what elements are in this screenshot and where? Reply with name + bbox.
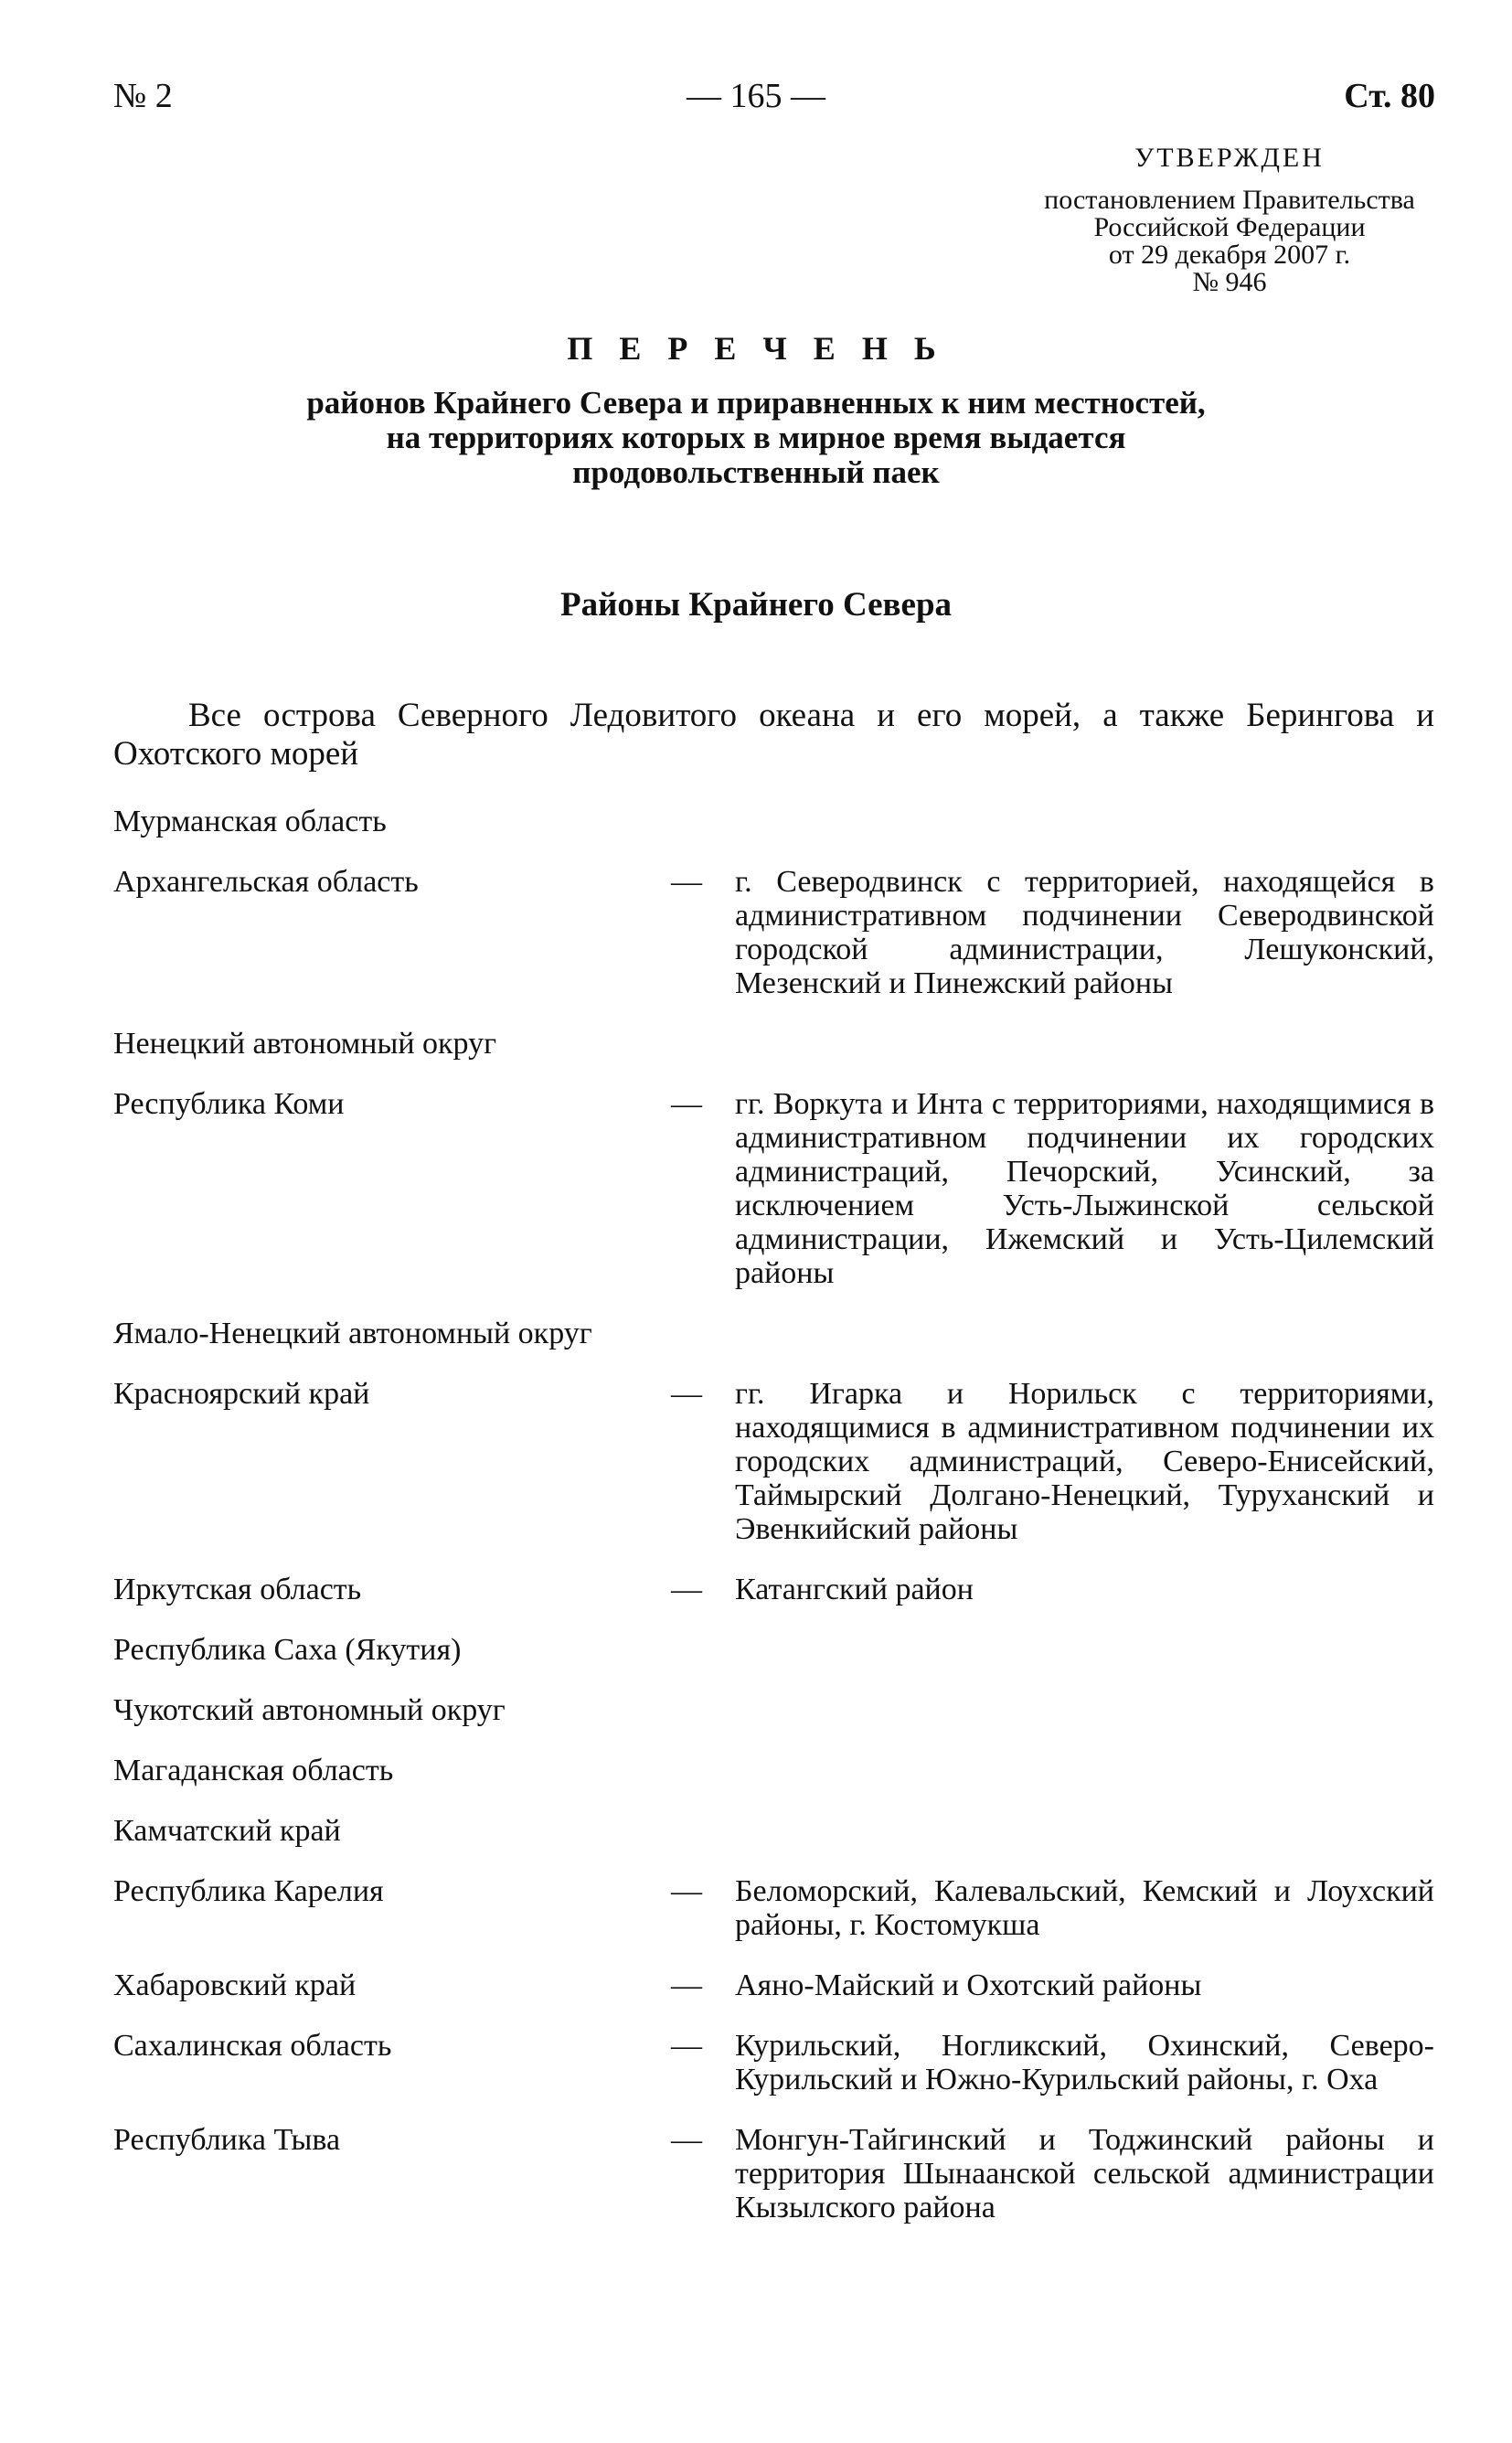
region-detail: г. Северодвинск с территорией, находящейся в административном подчинении Северодвинской городской администрации, Лешуконский, Мезенский и Пинежский районы — [735, 865, 1434, 1000]
region-name: Красноярский край — [113, 1377, 370, 1411]
region-name: Магаданская область — [113, 1754, 394, 1787]
entry-dash — [671, 1317, 735, 1350]
list-item — [113, 1087, 1434, 1290]
entry-dash — [671, 1027, 735, 1061]
region-detail: гг. Игарка и Норильск с территориями, находящимися в административном подчинении их городских администраций, Северо-Енисейский, Таймырский Долгано-Ненецкий, Туруханский и Эвенкийский районы — [735, 1377, 1434, 1546]
region-detail: Аяно-Майский и Охотский районы — [735, 1968, 1202, 2002]
approval-line: Российской Федерации — [1093, 212, 1366, 242]
list-item — [113, 1874, 1434, 1942]
subtitle-line: на территориях которых в мирное время выдается — [386, 420, 1126, 455]
region-name: Сахалинская область — [113, 2029, 392, 2063]
intro-paragraph: Все острова Северного Ледовитого океана и его морей, а также Берингова и Охотского морей — [113, 697, 1434, 773]
list-item — [113, 1814, 1434, 1848]
approval-stamp: УТВЕРЖДЕН — [1134, 143, 1325, 173]
list-item — [113, 1693, 1434, 1727]
entry-dash: — — [671, 1874, 702, 1908]
region-detail — [735, 1693, 1434, 1727]
entry-dash: — — [671, 1087, 702, 1121]
region-detail — [735, 1633, 1434, 1667]
approval-line: № 946 — [1192, 267, 1267, 297]
region-name: Республика Саха (Якутия) — [113, 1633, 462, 1667]
region-detail — [735, 1317, 1434, 1350]
list-item — [113, 1633, 1434, 1667]
region-detail — [735, 1754, 1434, 1787]
list-item — [113, 2029, 1434, 2096]
region-name: Республика Тыва — [113, 2123, 341, 2157]
region-name: Хабаровский край — [113, 1968, 357, 2002]
list-item — [113, 865, 1434, 1000]
document-subtitle — [0, 386, 1512, 490]
list-item — [113, 1317, 1434, 1350]
list-item — [113, 1377, 1434, 1546]
region-detail: Монгун-Тайгинский и Тоджинский районы и территория Шынаанской сельской администрации Кызылского района — [735, 2123, 1434, 2224]
region-detail: Курильский, Ногликский, Охинский, Северо-Курильский и Южно-Курильский районы, г. Оха — [735, 2029, 1434, 2096]
entry-dash: — — [671, 2123, 702, 2157]
region-detail: гг. Воркута и Инта с территориями, находящимися в административном подчинении их городских администраций, Печорский, Усинский, за исключением Усть-Лыжинской сельской администрации, Ижемский и Усть-Цилемский районы — [735, 1087, 1434, 1290]
document-title: П Е Р Е Ч Е Н Ь — [567, 330, 945, 367]
entry-dash: — — [671, 1573, 702, 1606]
list-item — [113, 1573, 1434, 1606]
entry-dash — [671, 1693, 735, 1727]
region-name: Мурманская область — [113, 805, 387, 838]
page-number: — 165 — — [687, 77, 825, 115]
region-detail: Катангский район — [735, 1573, 974, 1606]
region-detail — [735, 1027, 1434, 1061]
region-name: Республика Карелия — [113, 1874, 384, 1908]
article-number: Ст. 80 — [1344, 77, 1435, 115]
section-title: Районы Крайнего Севера — [559, 586, 953, 624]
list-item — [113, 805, 1434, 838]
entry-dash: — — [671, 865, 702, 899]
region-name: Ямало-Ненецкий автономный округ — [113, 1317, 592, 1350]
region-detail: Беломорский, Калевальский, Кемский и Лоухский районы, г. Костомукша — [735, 1874, 1434, 1942]
list-item — [113, 2123, 1434, 2224]
region-name: Иркутская область — [113, 1573, 362, 1606]
region-name: Ненецкий автономный округ — [113, 1027, 497, 1061]
region-detail — [735, 1814, 1434, 1848]
region-name: Камчатский край — [113, 1814, 341, 1848]
approval-line: от 29 декабря 2007 г. — [1108, 240, 1351, 270]
region-name: Чукотский автономный округ — [113, 1693, 506, 1727]
entry-dash — [671, 1633, 735, 1667]
region-list — [113, 805, 1434, 2224]
region-detail — [735, 805, 1434, 838]
approval-block — [969, 144, 1490, 296]
list-item — [113, 1754, 1434, 1787]
entry-dash — [671, 1814, 735, 1848]
list-item — [113, 1968, 1434, 2002]
region-name: Республика Коми — [113, 1087, 345, 1121]
list-item — [113, 1027, 1434, 1061]
entry-dash — [671, 1754, 735, 1787]
entry-dash: — — [671, 2029, 702, 2063]
subtitle-line: продовольственный паек — [572, 454, 940, 490]
approval-line: постановлением Правительства — [1044, 185, 1415, 215]
entry-dash: — — [671, 1377, 702, 1411]
subtitle-line: районов Крайнего Севера и приравненных к ним местностей, — [306, 385, 1206, 421]
entry-dash: — — [671, 1968, 702, 2002]
region-name: Архангельская область — [113, 865, 419, 899]
issue-number: № 2 — [113, 77, 173, 115]
entry-dash — [671, 805, 735, 838]
